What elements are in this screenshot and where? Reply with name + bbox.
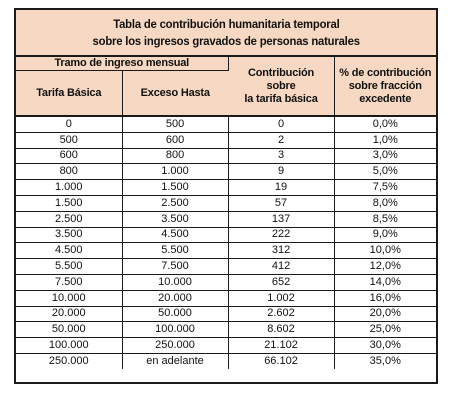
table-row bbox=[16, 180, 436, 196]
cell-exceso-hasta: en adelante bbox=[122, 353, 228, 368]
cell-tarifa-basica: 1.000 bbox=[16, 180, 122, 196]
cell-exceso-hasta: 250.000 bbox=[122, 338, 228, 354]
cell-contribucion: 222 bbox=[228, 227, 334, 243]
cell-porcentaje: 10,0% bbox=[334, 243, 436, 259]
cell-tarifa-basica: 4.500 bbox=[16, 243, 122, 259]
cell-tarifa-basica: 3.500 bbox=[16, 227, 122, 243]
cell-exceso-hasta: 7.500 bbox=[122, 259, 228, 275]
cell-contribucion: 3 bbox=[228, 148, 334, 164]
cell-exceso-hasta: 50.000 bbox=[122, 306, 228, 322]
cell-contribucion: 8.602 bbox=[228, 322, 334, 338]
cell-porcentaje: 20,0% bbox=[334, 306, 436, 322]
cell-tarifa-basica: 10.000 bbox=[16, 290, 122, 306]
cell-contribucion: 21.102 bbox=[228, 338, 334, 354]
cell-porcentaje: 25,0% bbox=[334, 322, 436, 338]
cell-porcentaje: 0,0% bbox=[334, 116, 436, 132]
cell-exceso-hasta: 100.000 bbox=[122, 322, 228, 338]
cell-exceso-hasta: 500 bbox=[122, 116, 228, 132]
table-row bbox=[16, 338, 436, 354]
cell-porcentaje: 5,0% bbox=[334, 164, 436, 180]
cell-tarifa-basica: 0 bbox=[16, 116, 122, 132]
cell-contribucion: 66.102 bbox=[228, 353, 334, 368]
table-row bbox=[16, 274, 436, 290]
cell-tarifa-basica: 20.000 bbox=[16, 306, 122, 322]
cell-exceso-hasta: 1.500 bbox=[122, 180, 228, 196]
cell-exceso-hasta: 600 bbox=[122, 132, 228, 148]
header-tarifa-basica: Tarifa Básica bbox=[16, 71, 122, 117]
cell-contribucion: 312 bbox=[228, 243, 334, 259]
cell-porcentaje: 8,0% bbox=[334, 195, 436, 211]
cell-porcentaje: 8,5% bbox=[334, 211, 436, 227]
cell-exceso-hasta: 800 bbox=[122, 148, 228, 164]
table-body bbox=[16, 116, 436, 369]
cell-exceso-hasta: 3.500 bbox=[122, 211, 228, 227]
table-row bbox=[16, 164, 436, 180]
cell-tarifa-basica: 5.500 bbox=[16, 259, 122, 275]
table-title-box bbox=[16, 10, 436, 57]
cell-tarifa-basica: 2.500 bbox=[16, 211, 122, 227]
cell-tarifa-basica: 500 bbox=[16, 132, 122, 148]
header-porcentaje-line-1: % de contribución bbox=[339, 66, 432, 79]
cell-exceso-hasta: 10.000 bbox=[122, 274, 228, 290]
table-row bbox=[16, 227, 436, 243]
table-row bbox=[16, 211, 436, 227]
header-exceso-hasta: Exceso Hasta bbox=[122, 71, 228, 117]
cell-exceso-hasta: 2.500 bbox=[122, 195, 228, 211]
cell-porcentaje: 30,0% bbox=[334, 338, 436, 354]
cell-exceso-hasta: 1.000 bbox=[122, 164, 228, 180]
cell-porcentaje: 7,5% bbox=[334, 180, 436, 196]
table-row bbox=[16, 243, 436, 259]
cell-exceso-hasta: 5.500 bbox=[122, 243, 228, 259]
table-row bbox=[16, 306, 436, 322]
cell-exceso-hasta: 4.500 bbox=[122, 227, 228, 243]
cell-contribucion: 57 bbox=[228, 195, 334, 211]
cell-porcentaje: 16,0% bbox=[334, 290, 436, 306]
cell-tarifa-basica: 800 bbox=[16, 164, 122, 180]
header-porcentaje-line-2: sobre fracción bbox=[348, 79, 422, 92]
header-contribucion-tarifa-basica bbox=[228, 57, 334, 116]
header-contribucion-line-2: la tarifa básica bbox=[244, 92, 318, 105]
cell-porcentaje: 12,0% bbox=[334, 259, 436, 275]
table-row bbox=[16, 322, 436, 338]
cell-porcentaje: 14,0% bbox=[334, 274, 436, 290]
cell-tarifa-basica: 250.000 bbox=[16, 353, 122, 368]
cell-tarifa-basica: 50.000 bbox=[16, 322, 122, 338]
contribution-rate-table bbox=[16, 57, 436, 369]
table-row bbox=[16, 148, 436, 164]
header-contribucion-line-1: Contribución sobre bbox=[247, 66, 315, 92]
cell-contribucion: 1.002 bbox=[228, 290, 334, 306]
cell-contribucion: 2.602 bbox=[228, 306, 334, 322]
cell-contribucion: 9 bbox=[228, 164, 334, 180]
table-title-line-1: Tabla de contribución humanitaria temporal bbox=[112, 17, 340, 31]
table-row bbox=[16, 132, 436, 148]
cell-exceso-hasta: 20.000 bbox=[122, 290, 228, 306]
cell-porcentaje: 3,0% bbox=[334, 148, 436, 164]
table-row bbox=[16, 195, 436, 211]
cell-contribucion: 652 bbox=[228, 274, 334, 290]
table-row bbox=[16, 353, 436, 368]
cell-contribucion: 137 bbox=[228, 211, 334, 227]
table-row bbox=[16, 259, 436, 275]
cell-contribucion: 2 bbox=[228, 132, 334, 148]
table-row bbox=[16, 290, 436, 306]
header-porcentaje-line-3: excedente bbox=[359, 92, 412, 105]
cell-tarifa-basica: 7.500 bbox=[16, 274, 122, 290]
header-porcentaje-contribucion bbox=[334, 57, 436, 116]
cell-contribucion: 19 bbox=[228, 180, 334, 196]
cell-tarifa-basica: 600 bbox=[16, 148, 122, 164]
cell-contribucion: 412 bbox=[228, 259, 334, 275]
cell-tarifa-basica: 100.000 bbox=[16, 338, 122, 354]
cell-porcentaje: 9,0% bbox=[334, 227, 436, 243]
contribution-table-document bbox=[14, 8, 438, 384]
cell-porcentaje: 35,0% bbox=[369, 354, 401, 367]
cell-contribucion: 0 bbox=[228, 116, 334, 132]
table-title-line-2: sobre los ingresos gravados de personas naturales bbox=[92, 34, 360, 48]
header-tramo-ingreso: Tramo de ingreso mensual bbox=[16, 57, 228, 71]
table-row bbox=[16, 116, 436, 132]
cell-porcentaje: 1,0% bbox=[334, 132, 436, 148]
cell-tarifa-basica: 1.500 bbox=[16, 195, 122, 211]
